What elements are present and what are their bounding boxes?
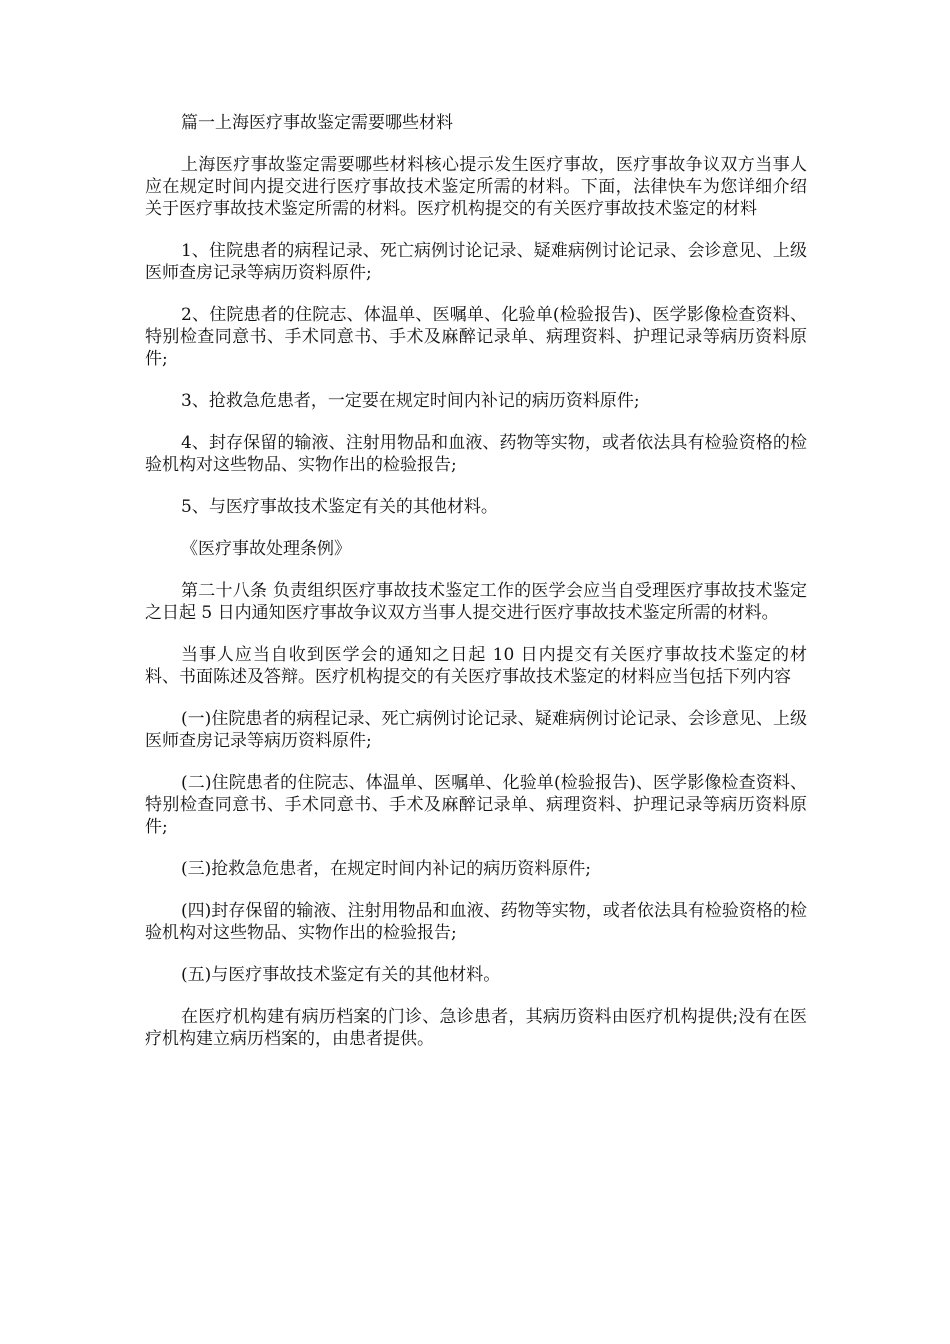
clause-item-2: (二)住院患者的住院志、体温单、医嘱单、化验单(检验报告)、医学影像检查资料、特别检查同意书、手术同意书、手术及麻醉记录单、病理资料、护理记录等病历资料原件; bbox=[145, 773, 807, 837]
party-submission-paragraph: 当事人应当自收到医学会的通知之日起 10 日内提交有关医疗事故技术鉴定的材料、书面陈述及答辩。医疗机构提交的有关医疗事故技术鉴定的材料应当包括下列内容 bbox=[145, 645, 807, 687]
document-body bbox=[145, 112, 807, 1070]
article-28-paragraph: 第二十八条 负责组织医疗事故技术鉴定工作的医学会应当自受理医疗事故技术鉴定之日起 5 日内通知医疗事故争议双方当事人提交进行医疗事故技术鉴定所需的材料。 bbox=[145, 581, 807, 623]
list-item-4: 4、封存保留的输液、注射用物品和血液、药物等实物，或者依法具有检验资格的检验机构对这些物品、实物作出的检验报告; bbox=[145, 433, 807, 475]
list-item-2: 2、住院患者的住院志、体温单、医嘱单、化验单(检验报告)、医学影像检查资料、特别检查同意书、手术同意书、手术及麻醉记录单、病理资料、护理记录等病历资料原件; bbox=[145, 305, 807, 369]
clause-item-1: (一)住院患者的病程记录、死亡病例讨论记录、疑难病例讨论记录、会诊意见、上级医师查房记录等病历资料原件; bbox=[145, 709, 807, 751]
list-item-5: 5、与医疗事故技术鉴定有关的其他材料。 bbox=[181, 497, 498, 517]
clause-item-4: (四)封存保留的输液、注射用物品和血液、药物等实物，或者依法具有检验资格的检验机构对这些物品、实物作出的检验报告; bbox=[145, 901, 807, 943]
document-title: 篇一上海医疗事故鉴定需要哪些材料 bbox=[181, 113, 453, 133]
clause-item-3: (三)抢救急危患者，在规定时间内补记的病历资料原件; bbox=[181, 859, 591, 879]
intro-paragraph: 上海医疗事故鉴定需要哪些材料核心提示发生医疗事故，医疗事故争议双方当事人应在规定时间内提交进行医疗事故技术鉴定所需的材料。下面，法律快车为您详细介绍关于医疗事故技术鉴定所需的材料。医疗机构提交的有关医疗事故技术鉴定的材料 bbox=[145, 155, 807, 219]
regulation-title: 《医疗事故处理条例》 bbox=[181, 539, 351, 559]
list-item-1: 1、住院患者的病程记录、死亡病例讨论记录、疑难病例讨论记录、会诊意见、上级医师查房记录等病历资料原件; bbox=[145, 241, 807, 283]
closing-paragraph: 在医疗机构建有病历档案的门诊、急诊患者，其病历资料由医疗机构提供;没有在医疗机构建立病历档案的，由患者提供。 bbox=[145, 1007, 807, 1049]
clause-item-5: (五)与医疗事故技术鉴定有关的其他材料。 bbox=[181, 965, 501, 985]
list-item-3: 3、抢救急危患者，一定要在规定时间内补记的病历资料原件; bbox=[181, 391, 640, 411]
